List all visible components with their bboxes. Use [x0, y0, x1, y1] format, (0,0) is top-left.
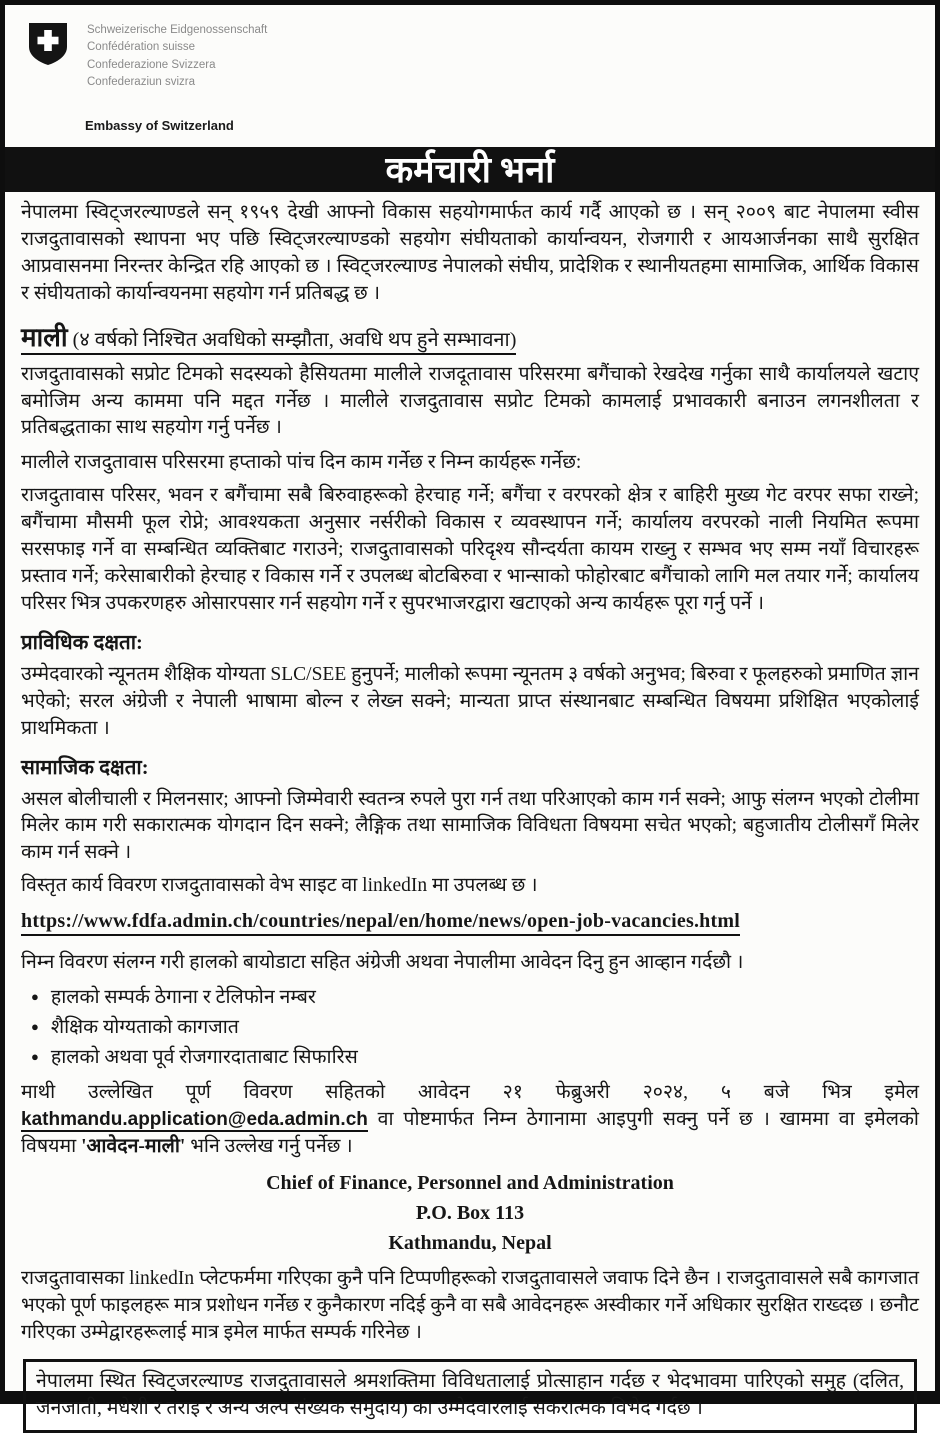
position-heading	[21, 318, 919, 354]
technical-skills-heading: प्राविधिक दक्षता:	[21, 631, 143, 654]
duties-paragraph: राजदुतावास परिसर, भवन र बगैंचामा सबै बिरुवाहरूको हेरचाह गर्ने; बगैंचा र वरपरको क्षेत्र र बाहिरी मुख्य गेट वरपर सफा राख्ने; बगैंचामा मौसमी फूल रोप्ने; आवश्यकता अनुसार नर्सरीको विकास र व्यवस्थापन गर्ने; कार्यालय वरपरको नाली नियमित रूपमा सरसफाइ गर्ने वा सम्बन्धित व्यक्तिबाट गराउने; राजदुतावासको परिदृश्य सौन्दर्यता कायम राख्नु र सम्भव भए सम्म नयाँ विचारहरू प्रस्ताव गर्ने; करेसाबारीको हेरचाह र विकास गर्ने र उपलब्ध बोटबिरुवा र भान्साको फोहोरबाट बगैंचाको लागि मल तयार गर्ने; कार्यालय परिसर भित्र उपकरणहरु ओसारपसार गर्न सहयोग गर्ने र सुपरभाजरद्वारा खटाएको अन्य कार्यहरू पूरा गर्नु पर्ने ।	[21, 485, 919, 614]
intro-paragraph: नेपालमा स्विट्जरल्याण्डले सन् १९५९ देखी आफ्नो विकास सहयोगमार्फत कार्य गर्दै आएको छ । सन् २००९ बाट नेपालमा स्वीस राजदुतावासको स्थापना भए पछि स्विट्जरल्याण्डको सहयोग संघीयताको कार्यान्वयन, रोजगारी र आयआर्जनका साथै सुरक्षित आप्रवासनमा निरन्तर केन्द्रित रहि आएको छ । स्विट्जरल्याण्ड नेपालको संघीय, प्रादेशिक र स्थानीयतहमा सामाजिक, आर्थिक विकास र संघीयताको कार्यान्वयनमा सहयोग गर्न प्रतिबद्ध छ ।	[21, 202, 919, 304]
confederation-names	[87, 21, 267, 91]
masthead	[21, 21, 919, 133]
notice-title: कर्मचारी भर्ना	[385, 149, 555, 190]
confederation-name-it: Confederazione Svizzera	[87, 58, 216, 71]
list-item	[31, 1043, 919, 1073]
confederation-name-rm: Confederaziun svizra	[87, 75, 196, 88]
duties-intro: मालीले राजदुतावास परिसरमा हप्ताको पांच दिन काम गर्नेछ र निम्न कार्यहरू गर्नेछ:	[21, 452, 582, 474]
attachment-label: हालको सम्पर्क ठेगाना र टेलिफोन नम्बर	[50, 987, 316, 1009]
title-bar	[5, 147, 935, 192]
position-terms: (४ वर्षको निश्चित अवधिको सम्झौता, अवधि थप हुने सम्भावना)	[67, 328, 517, 351]
vacancy-url-link[interactable]: https://www.fdfa.admin.ch/countries/nepal/en/home/news/open-job-vacancies.html	[21, 910, 740, 936]
weblink-note: विस्तृत कार्य विवरण राजदुतावासको वेभ साइट वा linkedIn मा उपलब्ध छ ।	[21, 875, 538, 897]
bullet-icon: ●	[31, 989, 39, 1005]
address-line-recipient: Chief of Finance, Personnel and Administration	[266, 1172, 674, 1195]
diversity-notice-box	[23, 1359, 917, 1433]
address-line-pobox: P.O. Box 113	[415, 1202, 525, 1225]
postal-address	[21, 1168, 919, 1258]
deadline-text-3: भनि उल्लेख गर्नु पर्नेछ ।	[185, 1135, 353, 1157]
position-name: माली	[21, 322, 68, 352]
position-heading-underline	[21, 322, 517, 355]
bullet-icon: ●	[31, 1049, 39, 1065]
attachment-list	[21, 983, 919, 1074]
diversity-notice: नेपालमा स्थित स्विट्जरल्याण्ड राजदुतावासले श्रमशक्तिमा विविधतालाई प्रोत्साहान गर्दछ र भेदभावमा पारिएको समुह (दलित, जनजाती, मधेशी र तराइ र अन्य अल्प संख्यक समुदाय) का उम्मेदवारलाई सकरात्मक विभेद गर्दछ ।	[36, 1371, 904, 1420]
bullet-icon: ●	[31, 1019, 39, 1035]
swiss-shield-icon	[27, 21, 69, 67]
deadline-text-2: वा पोष्टमार्फत निम्न ठेगानामा आइपुगी सक्नु पर्ने छ । खाममा वा इमेलको विषयमा	[21, 1108, 919, 1157]
list-item	[31, 983, 919, 1013]
confederation-name-fr: Confédération suisse	[87, 41, 196, 54]
attachment-label: हालको अथवा पूर्व रोजगारदाताबाट सिफारिस	[50, 1047, 358, 1069]
embassy-label: Embassy of Switzerland	[85, 118, 234, 133]
list-item	[31, 1013, 919, 1043]
disclaimer-paragraph: राजदुतावासका linkedIn प्लेटफर्ममा गरिएका कुनै पनि टिप्पणीहरूको राजदुतावासले जवाफ दिने छैन । राजदुतावासले सबै कागजात भएको पूर्ण फाइलहरू मात्र प्रशोधन गर्नेछ र कुनैकारण नदिई कुनै वा सबै आवेदनहरू अस्वीकार गर्ने अधिकार सुरक्षित राख्दछ । छनौट गरिएका उम्मेद्वारहरूलाई मात्र इमेल मार्फत सम्पर्क गरिनेछ ।	[21, 1268, 919, 1344]
social-skills-paragraph: असल बोलीचाली र मिलनसार; आफ्नो जिम्मेवारी स्वतन्त्र रुपले पुरा गर्न तथा परिआएको काम गर्न सक्ने; आफु संलग्न भएको टोलीमा मिलेर काम गरी सकारात्मक योगदान दिन सक्ने; लैङ्गिक तथा सामाजिक विविधता विषयमा सचेत भएको; बहुजातीय टोलीसगँ मिलेर काम गर्न सक्ने ।	[21, 788, 919, 864]
role-summary-paragraph: राजदुतावासको सप्रोट टिमको सदस्यको हैसियतमा मालीले राजदूतावास परिसरमा बगैंचाको रेखदेख गर्नुका साथै कार्यालयले खटाए बमोजिम अन्य काममा पनि मद्दत गर्नेछ । मालीले राजदुतावास सप्रोट टिमको कामलाई प्रभावकारी बनाउन लगनशीलता र प्रतिबद्धताका साथ सहयोग गर्नु पर्नेछ ।	[21, 363, 919, 439]
application-email-link[interactable]: kathmandu.application@eda.admin.ch	[21, 1108, 368, 1130]
email-subject-label: 'आवेदन-माली'	[81, 1135, 186, 1157]
technical-skills-paragraph: उम्मेदवारको न्यूनतम शैक्षिक योग्यता SLC/SEE हुनुपर्ने; मालीको रूपमा न्यूनतम ३ वर्षको अनुभव; बिरुवा र फूलहरुको प्रमाणित ज्ञान भऐको; सरल अंग्रेजी र नेपाली भाषामा बोल्न र लेख्न सक्ने; मान्यता प्राप्त संस्थानबाट सम्बन्धित विषयमा प्रशिक्षित भएकोलाई प्राथमिकता ।	[21, 663, 919, 739]
application-call: निम्न विवरण संलग्न गरी हालको बायोडाटा सहित अंग्रेजी अथवा नेपालीमा आवेदन दिनु हुन आव्हान गर्दछौ ।	[21, 952, 744, 974]
swiss-confederation-logo	[27, 21, 919, 91]
address-line-city: Kathmandu, Nepal	[388, 1232, 552, 1255]
social-skills-heading: सामाजिक दक्षता:	[21, 756, 149, 779]
deadline-paragraph	[21, 1080, 919, 1161]
deadline-text-1: माथी उल्लेखित पूर्ण विवरण सहितको आवेदन २१ फेब्रुअरी २०२४, ५ बजे भित्र इमेल	[21, 1081, 919, 1103]
attachment-label: शैक्षिक योग्यताको कागजात	[50, 1017, 239, 1039]
confederation-name-de: Schweizerische Eidgenossenschaft	[87, 24, 268, 36]
